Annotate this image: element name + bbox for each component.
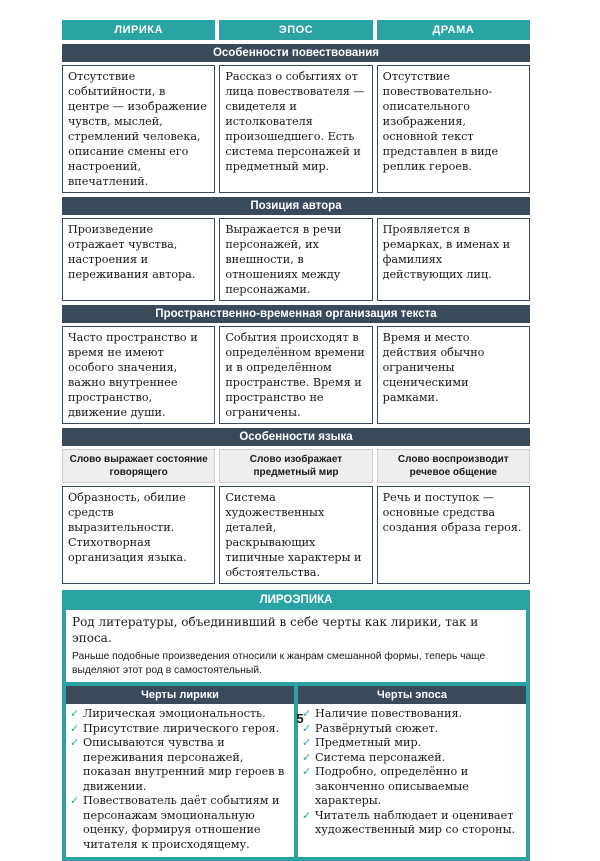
list-item-text: Подробно, определённо и законченно описываемые характеры. bbox=[315, 765, 469, 807]
page-number: 5 bbox=[296, 711, 304, 726]
list-item-text: Наличие повествования. bbox=[315, 707, 463, 720]
check-icon: ✓ bbox=[302, 765, 312, 778]
cell-drama: Речь и поступок — основные средства создания образа героя. bbox=[377, 486, 530, 584]
list-item bbox=[302, 751, 522, 766]
column-header-drama: ДРАМА bbox=[377, 20, 530, 40]
list-item-text: Лирическая эмоциональность. bbox=[83, 707, 266, 720]
lyric-traits-title: Черты лирики bbox=[66, 686, 294, 704]
list-item-text: Повествователь даёт событиям и персонажам эмоциональную оценку, формируя отношение читателя к происходящему. bbox=[83, 794, 280, 851]
check-icon: ✓ bbox=[70, 736, 80, 749]
check-icon: ✓ bbox=[302, 736, 312, 749]
cell-epic: Система художественных деталей, раскрывающих типичные характеры и обстоятельства. bbox=[219, 486, 372, 584]
cell-drama: Проявляется в ремарках, в именах и фамилиях действующих лиц. bbox=[377, 218, 530, 301]
subhead-lyric: Слово выражает состояние говорящего bbox=[62, 449, 215, 483]
list-item-text: Присутствие лирического героя. bbox=[83, 721, 280, 735]
check-icon: ✓ bbox=[70, 707, 80, 720]
cell-lyric: Отсутствие событийности, в центре — изображение чувств, мыслей, стремлений человека, описание смены его настроений, впечатлений. bbox=[62, 65, 215, 193]
check-icon: ✓ bbox=[302, 750, 312, 764]
column-header-epic: ЭПОС bbox=[219, 20, 372, 40]
list-item-text: Система персонажей. bbox=[315, 750, 446, 764]
lyroepic-note: Раньше подобные произведения относили к жанрам смешанной формы, теперь чаще выделяют этот род в самостоятельный. bbox=[72, 651, 486, 676]
cell-epic: События происходят в определённом времени и в определённом пространстве. Время и пространство не ограничены. bbox=[219, 326, 372, 424]
section-row-narration bbox=[62, 65, 530, 193]
section-title-narration: Особенности повествования bbox=[62, 44, 530, 62]
section-row-author-position bbox=[62, 218, 530, 301]
list-item-text: Развёрнутый сюжет. bbox=[315, 721, 439, 735]
section-title-language: Особенности языка bbox=[62, 428, 530, 446]
cell-drama: Время и место действия обычно ограничены сценическими рамками. bbox=[377, 326, 530, 424]
section-row-language bbox=[62, 486, 530, 584]
language-subheads bbox=[62, 449, 530, 483]
check-icon: ✓ bbox=[302, 721, 312, 735]
epic-traits-title: Черты эпоса bbox=[298, 686, 526, 704]
list-item-text: Предметный мир. bbox=[315, 736, 422, 749]
cell-lyric: Образность, обилие средств выразительности. Стихотворная организация языка. bbox=[62, 486, 215, 584]
lyroepic-title: ЛИРОЭПИКА bbox=[259, 594, 333, 606]
list-item bbox=[302, 736, 522, 751]
subhead-drama: Слово воспроизводит речевое общение bbox=[377, 449, 530, 483]
list-item-text: Читатель наблюдает и оценивает художественный мир со стороны. bbox=[315, 808, 516, 836]
list-item bbox=[70, 736, 290, 794]
lyroepic-description bbox=[66, 610, 526, 682]
section-title-author-position: Позиция автора bbox=[62, 197, 530, 215]
lyric-traits-list bbox=[66, 704, 294, 857]
lyroepic-definition: Род литературы, объединивший в себе черты как лирики, так и эпоса. bbox=[72, 615, 479, 645]
check-icon: ✓ bbox=[302, 808, 312, 822]
section-row-space-time bbox=[62, 326, 530, 424]
check-icon: ✓ bbox=[70, 794, 80, 807]
list-item-text: Описываются чувства и переживания персонажей, показан внутренний мир героев в движении. bbox=[83, 736, 285, 793]
check-icon: ✓ bbox=[70, 721, 80, 735]
check-icon: ✓ bbox=[302, 707, 312, 720]
section-title-space-time: Пространственно-временная организация текста bbox=[62, 305, 530, 323]
cell-epic: Рассказ о событиях от лица повествователя — свидетеля и истолкователя произошедшего. Есть система персонажей и предметный мир. bbox=[219, 65, 372, 193]
list-item bbox=[302, 809, 522, 838]
list-item bbox=[70, 794, 290, 852]
subhead-epic: Слово изображает предметный мир bbox=[219, 449, 372, 483]
cell-lyric: Часто пространство и время не имеют особого значения, важно внутреннее пространство, движение души. bbox=[62, 326, 215, 424]
column-header-lyric: ЛИРИКА bbox=[62, 20, 215, 40]
column-headers bbox=[62, 20, 530, 40]
cell-lyric: Произведение отражает чувства, настроения и переживания автора. bbox=[62, 218, 215, 301]
cell-drama: Отсутствие повествовательно-описательного изображения, основной текст представлен в виде реплик героев. bbox=[377, 65, 530, 193]
literature-genres-table bbox=[62, 20, 530, 861]
cell-epic: Выражается в речи персонажей, их внешности, в отношениях между персонажами. bbox=[219, 218, 372, 301]
list-item bbox=[302, 765, 522, 809]
